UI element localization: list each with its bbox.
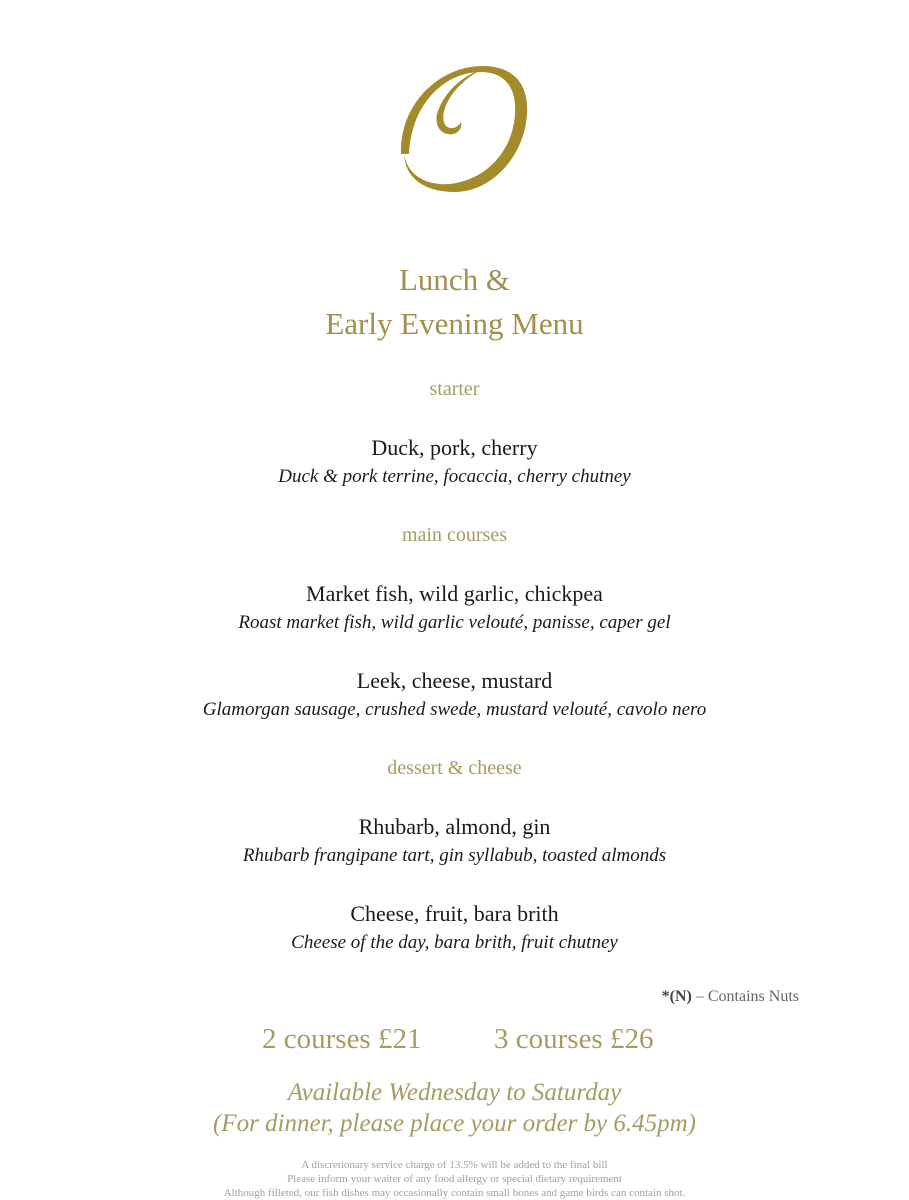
dish-name: Duck, pork, cherry xyxy=(371,435,538,460)
menu-title-line-2: Early Evening Menu xyxy=(325,306,584,341)
section-heading-mains: main courses xyxy=(402,524,507,546)
dish-name: Market fish, wild garlic, chickpea xyxy=(306,581,603,606)
price-three-courses: 3 courses £26 xyxy=(494,1023,654,1055)
nuts-legend-text: – Contains Nuts xyxy=(691,988,799,1005)
price-two-courses: 2 courses £21 xyxy=(262,1023,422,1055)
dish-description: Rhubarb frangipane tart, gin syllabub, toasted almonds xyxy=(242,845,667,866)
nuts-legend xyxy=(662,988,799,1006)
footer-note: Please inform your waiter of any food allergy or special dietary requirement xyxy=(287,1173,622,1185)
dish-description: Glamorgan sausage, crushed swede, mustard velouté, cavolo nero xyxy=(202,699,707,720)
footer-note: A discretionary service charge of 13.5% will be added to the final bill xyxy=(301,1159,608,1171)
section-heading-dessert: dessert & cheese xyxy=(387,757,522,779)
footer-note: Although filleted, our fish dishes may occasionally contain small bones and game birds can contain shot. xyxy=(223,1187,686,1199)
dish-name: Rhubarb, almond, gin xyxy=(358,814,551,839)
dish-name: Cheese, fruit, bara brith xyxy=(350,901,559,926)
dish-description: Duck & pork terrine, focaccia, cherry chutney xyxy=(278,466,631,487)
dish-description: Roast market fish, wild garlic velouté, panisse, caper gel xyxy=(238,612,671,633)
availability-days: Available Wednesday to Saturday xyxy=(287,1079,622,1106)
section-heading-starter: starter xyxy=(429,378,480,400)
nuts-symbol: *(N) xyxy=(661,988,692,1005)
script-o-logo-icon xyxy=(395,62,530,197)
availability-dinner-note: (For dinner, please place your order by 6.45pm) xyxy=(212,1110,696,1137)
dish-name: Leek, cheese, mustard xyxy=(356,668,553,693)
dish-description: Cheese of the day, bara brith, fruit chutney xyxy=(291,932,618,953)
menu-title-line-1: Lunch & xyxy=(398,262,511,297)
